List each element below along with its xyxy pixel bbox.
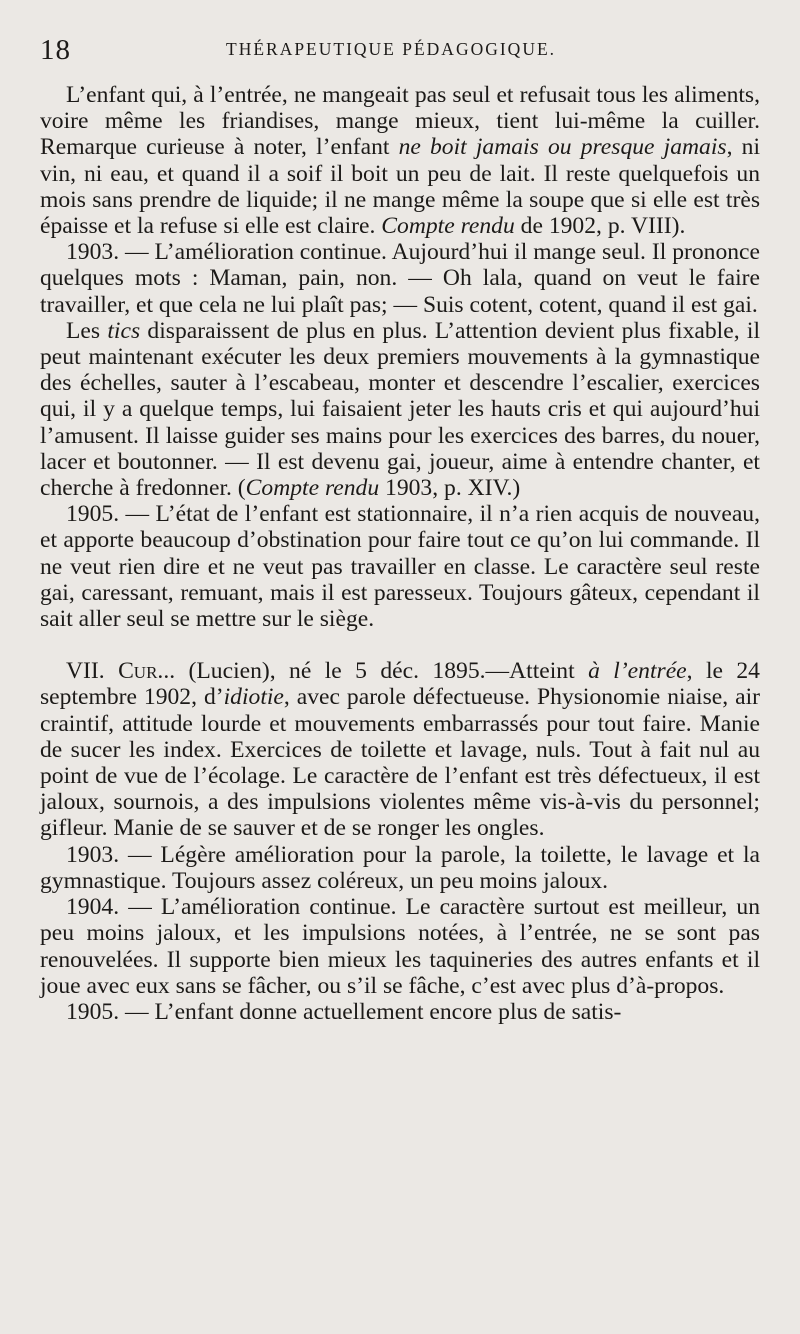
section-gap	[40, 632, 760, 658]
paragraph-1905: 1905. — L’état de l’enfant est stationnaire, il n’a rien acquis de nouveau, et apporte beaucoup d’obstination pour faire tout ce qu’on lui commande. Il ne veut rien dire et ne veut pas travailler en classe. Le caractère seul reste gai, caressant, remuant, mais il est paresseux. Toujours gâteux, cependant il sait aller seul se mettre sur le siège.	[40, 501, 760, 633]
paragraph-1: L’enfant qui, à l’entrée, ne mangeait pas seul et refusait tous les aliments, voire même les friandises, mange mieux, tient lui-même la cuiller. Remarque curieuse à noter, l’enfant ne boit jamais ou presque jamais, ni vin, ni eau, et quand il a soif il boit un peu de lait. Il reste quelquefois un mois sans prendre de liquide; il ne mange même la soupe que si elle est très épaisse et la refuse si elle est claire. Compte rendu de 1902, p. VIII).	[40, 82, 760, 240]
page-header	[40, 34, 760, 82]
paragraph-1903: 1903. — L’amélioration continue. Aujourd’hui il mange seul. Il prononce quelques mots : Maman, pain, non. — Oh lala, quand on veut le faire travailler, et que cela ne lui plaît pas; — Suis cotent, cotent, quand il est gai.	[40, 239, 760, 318]
case-vii-1904: 1904. — L’amélioration continue. Le caractère surtout est meilleur, un peu moins jaloux, et les impulsions notées, à l’entrée, ne se sont pas renouvelées. Il supporte bien mieux les taquineries des autres enfants et il joue avec eux sans se fâcher, ou s’il se fâche, c’est avec plus d’à-propos.	[40, 894, 760, 999]
running-title: THÉRAPEUTIQUE PÉDAGOGIQUE.	[226, 39, 557, 59]
case-vii-1905: 1905. — L’enfant donne actuellement encore plus de satis-	[66, 998, 622, 1025]
page-number: 18	[40, 34, 71, 66]
case-vii-1903: 1903. — Légère amélioration pour la parole, la toilette, le lavage et la gymnastique. Toujours assez coléreux, un peu moins jaloux.	[40, 841, 760, 894]
paragraph-tics: Les tics disparaissent de plus en plus. L’attention devient plus fixable, il peut maintenant exécuter les deux premiers mouvements à la gymnastique des échelles, sauter à l’escabeau, monter et descendre l’escalier, exercices qui, il y a quelque temps, lui faisaient jeter les hauts cris et qui aujourd’hui l’amusent. Il laisse guider ses mains pour les exercices des barres, du nouer, lacer et boutonner. — Il est devenu gai, joueur, aime à entendre chanter, et cherche à fredonner. (Compte rendu 1903, p. XIV.)	[40, 317, 761, 502]
case-vii-intro: VII. Cur... (Lucien), né le 5 déc. 1895.—Atteint à l’entrée, le 24 septembre 1902, d’idiotie, avec parole défectueuse. Physionomie niaise, air craintif, attitude lourde et mouvements embarrassés pour tout faire. Manie de sucer les index. Exercices de toilette et lavage, nuls. Tout à fait nul au point de vue de l’écolage. Le caractère de l’enfant est très défectueux, il est jaloux, sournois, a des impulsions violentes même vis-à-vis du personnel; gifleur. Manie de se sauver et de se ronger les ongles.	[40, 658, 760, 842]
